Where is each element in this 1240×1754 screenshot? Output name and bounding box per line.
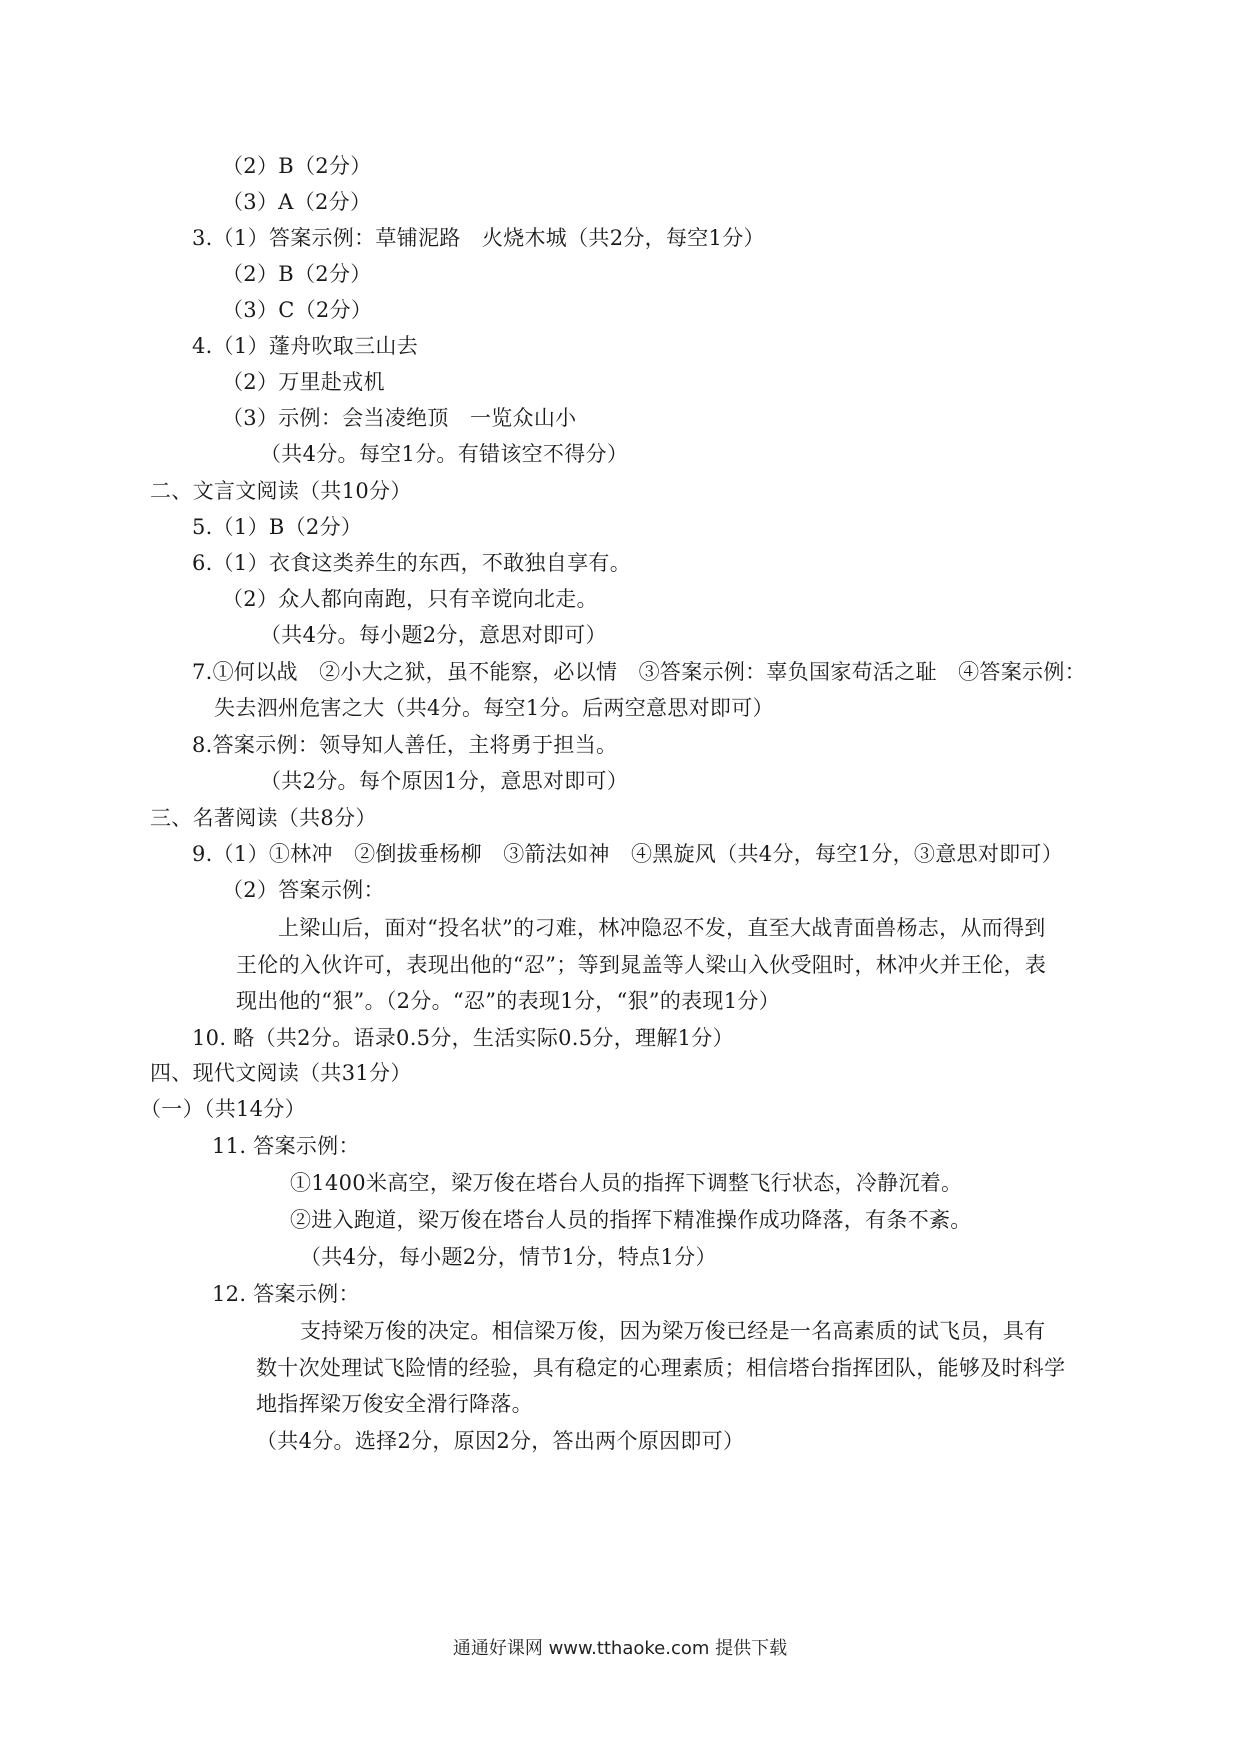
- answer-line: 6.（1）衣食这类养生的东西，不敢独自享有。: [192, 551, 631, 575]
- answer-line: （3）A（2分）: [222, 190, 372, 214]
- answer-line: （共4分。选择2分，原因2分，答出两个原因即可）: [256, 1429, 745, 1453]
- answer-line: 失去泗州危害之大（共4分。每空1分。后两空意思对即可）: [214, 696, 774, 720]
- page-footer: 通通好课网 www.tthaoke.com 提供下载: [452, 1638, 788, 1659]
- answer-line: 5.（1）B（2分）: [192, 515, 363, 539]
- answer-line: （共4分。每小题2分，意思对即可）: [260, 623, 607, 647]
- answer-line: 数十次处理试飞险情的经验，具有稳定的心理素质；相信塔台指挥团队，能够及时科学: [256, 1356, 1066, 1380]
- answer-line: 4.（1）蓬舟吹取三山去: [192, 334, 418, 358]
- answer-line: （共4分，每小题2分，情节1分，特点1分）: [300, 1245, 717, 1269]
- answer-line: （2）众人都向南跑，只有辛谠向北走。: [222, 587, 598, 611]
- answer-line: （3）示例：会当凌绝顶 一览众山小: [222, 406, 577, 430]
- section-heading: 四、现代文阅读（共31分）: [150, 1061, 412, 1085]
- answer-line: ②进入跑道，梁万俊在塔台人员的指挥下精准操作成功降落，有条不紊。: [290, 1208, 972, 1232]
- answer-line: 9.（1）①林冲 ②倒拔垂杨柳 ③箭法如神 ④黑旋风（共4分，每空1分，③意思对即可）: [192, 842, 1064, 866]
- answer-line: 王伦的入伙许可，表现出他的“忍”；等到晁盖等人梁山入伙受阻时，林冲火并王伦，表: [236, 953, 1047, 977]
- answer-line: 现出他的“狠”。（2分。“忍”的表现1分，“狠”的表现1分）: [236, 989, 780, 1013]
- answer-line: （共2分。每个原因1分，意思对即可）: [260, 769, 629, 793]
- section-heading: 二、文言文阅读（共10分）: [150, 479, 412, 503]
- answer-line: 上梁山后，面对“投名状”的刁难，林冲隐忍不发，直至大战青面兽杨志，从而得到: [278, 916, 1046, 940]
- answer-line: （2）答案示例：: [222, 878, 385, 902]
- answer-line: （2）B（2分）: [222, 262, 372, 286]
- answer-line: 12. 答案示例：: [212, 1282, 360, 1306]
- answer-line: 3.（1）答案示例：草铺泥路 火烧木城（共2分，每空1分）: [192, 226, 765, 250]
- answer-line: （2）万里赴戎机: [222, 370, 385, 394]
- section-heading: 三、名著阅读（共8分）: [150, 806, 377, 830]
- answer-line: （3）C（2分）: [222, 298, 373, 322]
- answer-line: 8.答案示例：领导知人善任，主将勇于担当。: [192, 733, 618, 757]
- answer-line: （共4分。每空1分。有错该空不得分）: [260, 442, 629, 466]
- answer-line: 7.①何以战 ②小大之狱，虽不能察，必以情 ③答案示例：辜负国家苟活之耻 ④答案示例：: [192, 660, 1086, 684]
- answer-line: 地指挥梁万俊安全滑行降落。: [256, 1392, 533, 1416]
- answer-line: 10. 略（共2分。语录0.5分，生活实际0.5分，理解1分）: [192, 1026, 734, 1050]
- subsection-heading: （一）（共14分）: [140, 1097, 306, 1121]
- answer-line: ①1400米高空，梁万俊在塔台人员的指挥下调整飞行状态，冷静沉着。: [290, 1171, 963, 1195]
- answer-line: 11. 答案示例：: [212, 1134, 360, 1158]
- answer-line: （2）B（2分）: [222, 154, 372, 178]
- answer-line: 支持梁万俊的决定。相信梁万俊，因为梁万俊已经是一名高素质的试飞员，具有: [300, 1319, 1046, 1343]
